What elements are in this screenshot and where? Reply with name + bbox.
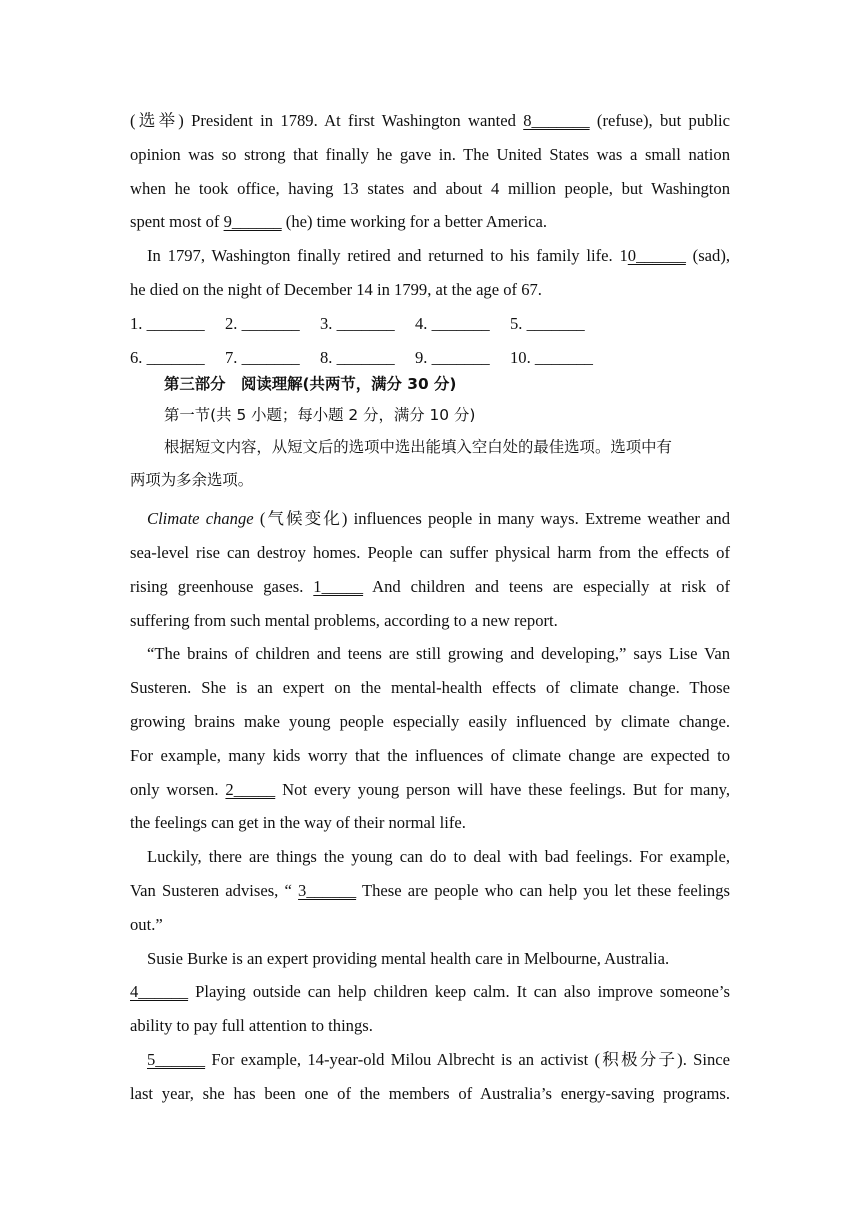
text-line: only worsen. 2_____ Not every young person will have these feelings. But for many,: [130, 779, 730, 799]
text-line: sea-level rise can destroy homes. People can suffer physical harm from the effects of: [130, 542, 730, 562]
text-line: growing brains make young people especially easily influenced by climate change.: [130, 711, 730, 731]
text-line: suffering from such mental problems, according to a new report.: [130, 610, 558, 630]
blank-10: 0______: [627, 246, 686, 266]
document-page: [130, 104, 730, 1111]
section-subheading: 第一节(共 5 小题；每小题 2 分，满分 10 分): [164, 405, 476, 424]
blank-9: 9______: [223, 212, 282, 232]
text-line: last year, she has been one of the members of Australia’s energy-saving programs.: [130, 1083, 730, 1103]
blank-8: 8_______: [523, 111, 590, 130]
answer-slot: 5. _______: [510, 313, 585, 333]
instruction-line: 两项为多余选项。: [130, 471, 254, 490]
text-line: out.”: [130, 914, 163, 934]
text-line: the feelings can get in the way of their normal life.: [130, 813, 466, 833]
blank-2: 2_____: [225, 779, 276, 799]
blank-1: 1_____: [313, 576, 364, 596]
text-line: 4______ Playing outside can help children keep calm. It can also improve someone’s: [130, 982, 730, 1002]
answer-slot: 4. _______: [415, 313, 490, 333]
text-line: rising greenhouse gases. 1_____ And children and teens are especially at risk of: [130, 576, 730, 596]
answer-slot: 8. _______: [320, 347, 395, 367]
text-line: when he took office, having 13 states and about 4 million people, but Washington: [130, 178, 730, 198]
answer-slot: 1. _______: [130, 313, 205, 333]
text-line: Susteren. She is an expert on the mental-health effects of climate change. Those: [130, 678, 730, 698]
answer-row-1: [130, 307, 730, 341]
blank-4: 4______: [130, 982, 189, 1002]
blank-5: 5______: [147, 1049, 206, 1069]
text-line: he died on the night of December 14 in 1799, at the age of 67.: [130, 279, 542, 299]
text-line: Luckily, there are things the young can do to deal with bad feelings. For example,: [147, 847, 730, 867]
text-line: 5______ For example, 14-year-old Milou Albrecht is an activist (积极分子). Since: [147, 1049, 730, 1069]
text-line: For example, many kids worry that the influences of climate change are expected to: [130, 745, 730, 765]
answer-slot: 10. _______: [510, 347, 593, 367]
instruction-line: 根据短文内容，从短文后的选项中选出能填入空白处的最佳选项。选项中有: [164, 437, 672, 456]
text-line: In 1797, Washington finally retired and returned to his family life. 10______ (sad),: [147, 246, 731, 266]
answer-slot: 9. _______: [415, 347, 490, 367]
answer-slot: 3. _______: [320, 313, 395, 333]
section-heading: 第三部分 阅读理解(共两节，满分 30 分): [164, 374, 457, 393]
answer-slot: 7. _______: [225, 347, 300, 367]
text-line: Susie Burke is an expert providing mental health care in Melbourne, Australia.: [147, 948, 670, 968]
answer-slot: 6. _______: [130, 347, 205, 367]
text-line: ability to pay full attention to things.: [130, 1016, 373, 1036]
text-line: Climate change (气候变化) influences people in many ways. Extreme weather and: [147, 509, 730, 529]
blank-3: 3______: [298, 880, 357, 900]
answer-slot: 2. _______: [225, 313, 300, 333]
text-line: “The brains of children and teens are still growing and developing,” says Lise Van: [147, 644, 730, 664]
text-line: spent most of 9______ (he) time working for a better America.: [130, 212, 548, 232]
text-line: (选举) President in 1789. At first Washington wanted 8_______ (refuse), but public: [130, 111, 730, 130]
text-line: opinion was so strong that finally he gave in. The United States was a small nation: [130, 144, 730, 164]
text-line: Van Susteren advises, “ 3______ These are people who can help you let these feelings: [130, 880, 730, 900]
answer-row-2: [130, 341, 730, 369]
